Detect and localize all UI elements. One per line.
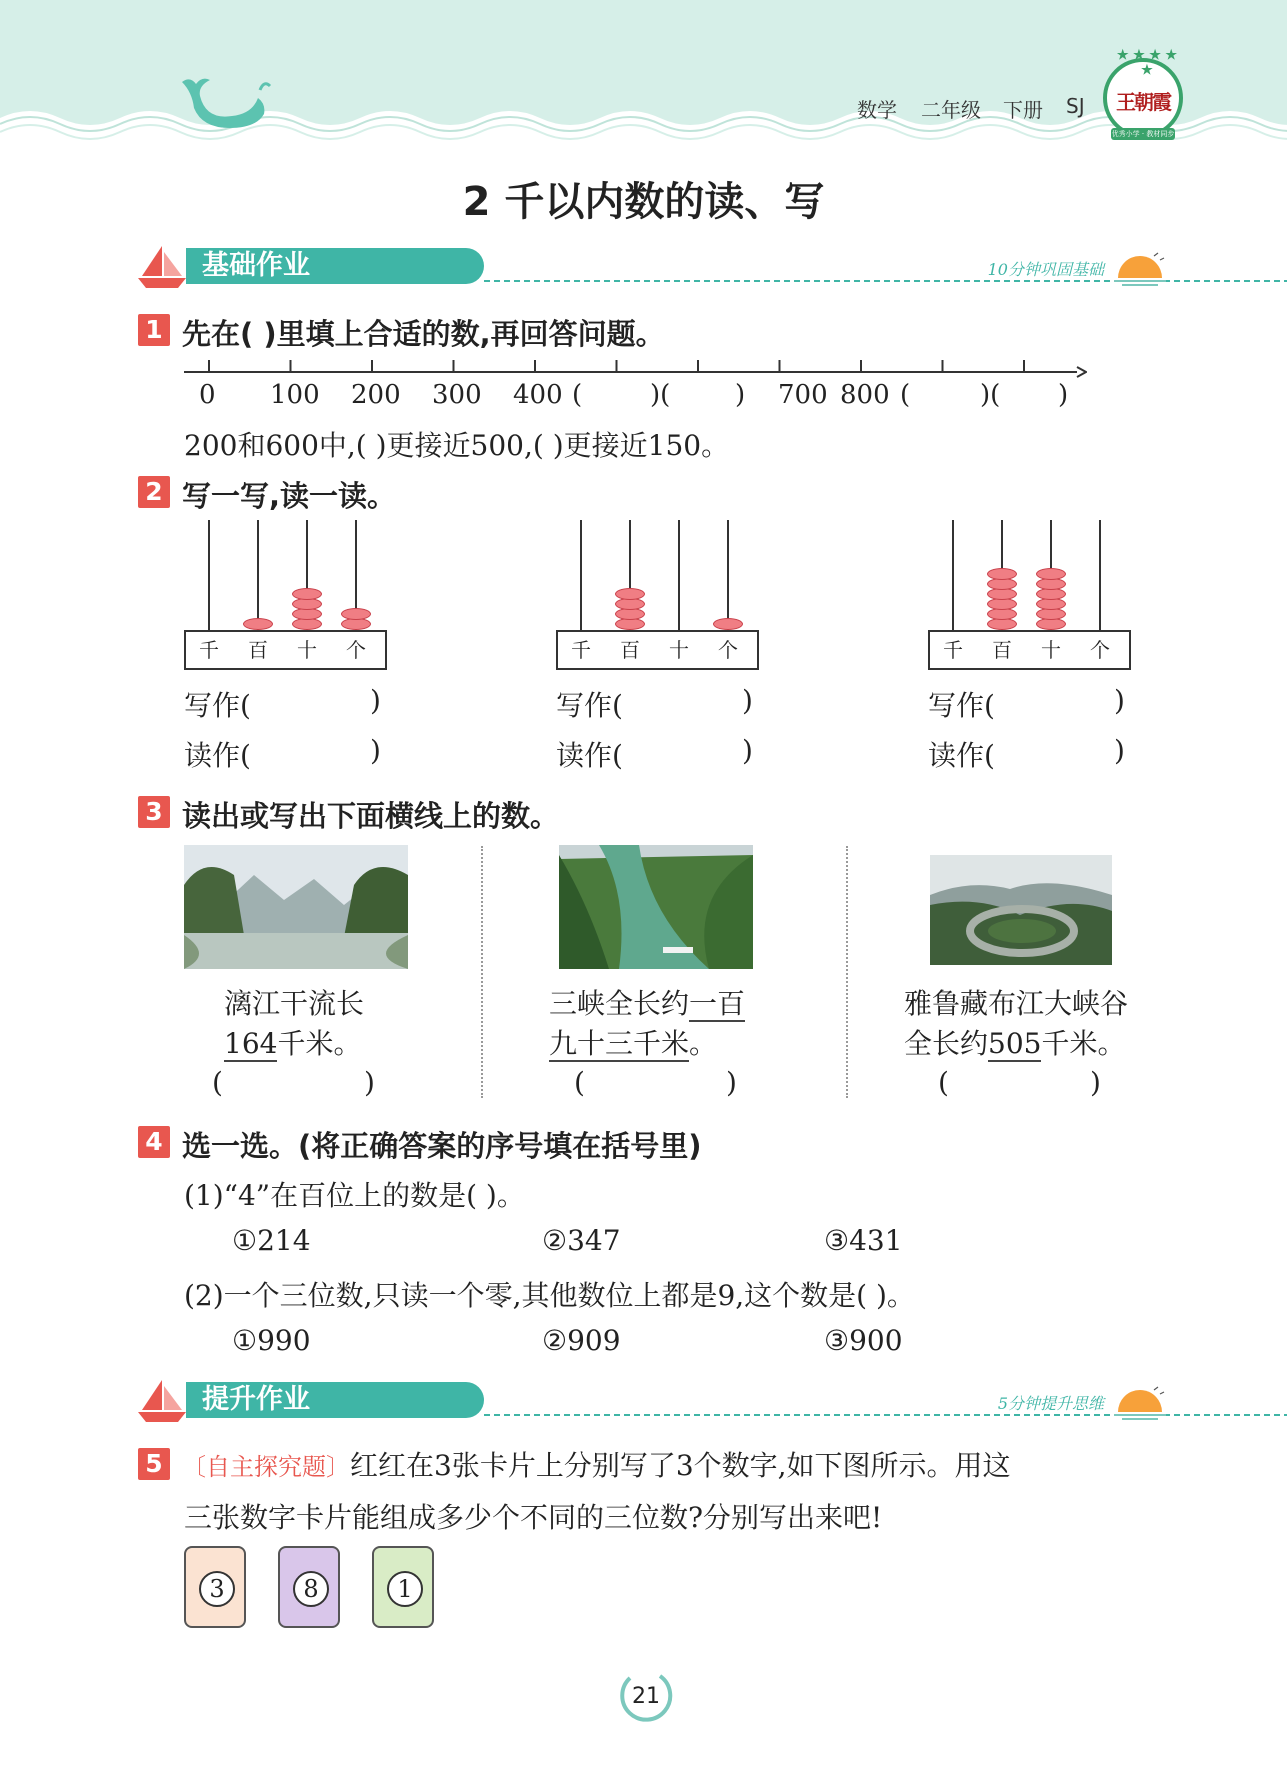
question-text: 读出或写出下面横线上的数。 (182, 799, 560, 833)
abacus-rod (257, 520, 259, 630)
card-digit: 3 (199, 1571, 235, 1607)
abacus-bead (341, 608, 371, 620)
place-label: 十 (297, 638, 317, 662)
place-label: 个 (346, 638, 366, 662)
unit-text: 千米。 (1041, 1027, 1126, 1060)
card-digit: 8 (293, 1571, 329, 1607)
sunset-icon (1110, 1384, 1172, 1420)
question-tag: 〔自主探究题〕 (182, 1453, 350, 1481)
abacus-bead (713, 618, 743, 630)
q5-line1 (182, 1444, 1011, 1484)
question-text: 红红在3张卡片上分别写了3个数字,如下图所示。用这 (350, 1449, 1011, 1482)
li-river-photo (184, 845, 408, 969)
underlined-number: 九十三千米 (549, 1027, 690, 1060)
abacus-bead (243, 618, 273, 630)
underlined-number: 一百 (689, 987, 746, 1020)
q4-sub1-option1: ①214 (232, 1224, 311, 1257)
card-digit: 1 (387, 1571, 423, 1607)
answer-paren-open: ( (574, 1066, 585, 1099)
page-number (616, 1668, 676, 1728)
q4-sub1-option2: ②347 (542, 1224, 621, 1257)
number-line-label: 0 (199, 380, 216, 410)
q3-item2-line2 (549, 1022, 717, 1062)
number-line-label: 700 (778, 380, 828, 410)
place-label: 千 (571, 638, 591, 662)
abacus-rod (727, 520, 729, 630)
section-label: 基础作业 (186, 248, 484, 284)
q4-sub1: (1)“4”在百位上的数是( )。 (184, 1179, 525, 1212)
q4-sub2-option1: ①990 (232, 1324, 311, 1357)
q4-sub2-option3: ③900 (824, 1324, 903, 1357)
section-label: 提升作业 (186, 1382, 484, 1418)
number-line-label: )( (650, 380, 671, 410)
logo-ribbon: 优秀小学 · 教材同步 (1111, 130, 1175, 138)
yarlung-canyon-photo (930, 855, 1112, 965)
stars-icon: ★ ★ ★ ★ ★ (1116, 48, 1178, 78)
number-line-label: 200 (351, 380, 401, 410)
question-text: 先在( )里填上合适的数,再回答问题。 (182, 317, 665, 351)
question-text: 写一写,读一读。 (182, 479, 397, 513)
read-label: 读作( (184, 739, 251, 772)
place-label: 十 (669, 638, 689, 662)
brand-logo (1103, 48, 1183, 138)
section-note: 10分钟巩固基础 (987, 260, 1104, 279)
sailboat-icon (136, 1378, 192, 1424)
section-banner-basic (136, 244, 1176, 290)
write-label-close: ) (370, 684, 381, 717)
q5-line2: 三张数字卡片能组成多少个不同的三位数?分别写出来吧! (184, 1501, 883, 1534)
whale-icon (176, 74, 276, 134)
abacus-rod (580, 520, 582, 630)
question-number: 5 (138, 1448, 170, 1480)
read-label: 读作( (928, 739, 995, 772)
place-label: 个 (718, 638, 738, 662)
answer-paren-close: ) (1090, 1066, 1101, 1099)
digit-card (278, 1546, 340, 1628)
abacus-rod (1099, 520, 1101, 630)
page-title: 2 千以内数的读、写 (462, 179, 825, 225)
q4-sub1-option3: ③431 (824, 1224, 903, 1257)
number-line-label: ( (572, 380, 583, 410)
q4-sub2: (2)一个三位数,只读一个零,其他数位上都是9,这个数是( )。 (184, 1279, 915, 1312)
answer-paren-close: ) (364, 1066, 375, 1099)
write-label-close: ) (742, 684, 753, 717)
item-text: 全长约 (904, 1027, 989, 1060)
question-text: 选一选。(将正确答案的序号填在括号里) (182, 1129, 702, 1163)
unit-text: 。 (689, 1027, 718, 1060)
write-label: 写作( (928, 689, 995, 722)
abacus-rod (208, 520, 210, 630)
unit-text: 千米。 (277, 1027, 362, 1060)
three-gorges-photo (559, 845, 753, 969)
abacus-bead (615, 588, 645, 600)
number-line-label: ) (735, 380, 746, 410)
question-number: 3 (138, 796, 170, 828)
read-label-close: ) (370, 734, 381, 767)
item-text: 三峡全长约 (549, 987, 690, 1020)
q3-item3-line1: 雅鲁藏布江大峡谷 (904, 987, 1129, 1020)
place-label: 百 (248, 638, 268, 662)
grade-label: 二年级 (921, 98, 981, 122)
page-header (0, 0, 1287, 150)
abacus-rod (952, 520, 954, 630)
divider (846, 846, 848, 1098)
q3-item3-line2 (904, 1022, 1125, 1062)
section-note: 5分钟提升思维 (997, 1394, 1104, 1413)
digit-card (184, 1546, 246, 1628)
question-number: 4 (138, 1126, 170, 1158)
abacus-rod (678, 520, 680, 630)
place-label: 十 (1041, 638, 1061, 662)
read-label-close: ) (1114, 734, 1125, 767)
number-line-label: ) (1058, 380, 1069, 410)
abacus-bead (1036, 568, 1066, 580)
place-label: 百 (992, 638, 1012, 662)
q3-item2-line1 (549, 982, 745, 1022)
divider (481, 846, 483, 1098)
number-line-label: 300 (432, 380, 482, 410)
number-line-label: 400 (513, 380, 563, 410)
abacus (184, 520, 389, 680)
sailboat-icon (136, 244, 192, 290)
subject-label: 数学 (857, 98, 897, 122)
q3-item1-line1: 漓江干流长 (224, 987, 365, 1020)
edition-label: SJ (1066, 94, 1085, 118)
sunset-icon (1110, 250, 1172, 286)
digit-card (372, 1546, 434, 1628)
page-number-text: 21 (632, 1684, 660, 1709)
write-label: 写作( (184, 689, 251, 722)
abacus (556, 520, 761, 680)
abacus (928, 520, 1133, 680)
place-label: 个 (1090, 638, 1110, 662)
place-label: 千 (199, 638, 219, 662)
logo-text: 王朝霞 (1116, 90, 1170, 114)
place-label: 千 (943, 638, 963, 662)
write-label: 写作( (556, 689, 623, 722)
read-label: 读作( (556, 739, 623, 772)
underlined-number: 505 (988, 1027, 1042, 1060)
place-label: 百 (620, 638, 640, 662)
question-number: 2 (138, 476, 170, 508)
question-number: 1 (138, 314, 170, 346)
number-line-label: ( (900, 380, 911, 410)
read-label-close: ) (742, 734, 753, 767)
q1-comparison: 200和600中,( )更接近500,( )更接近150。 (184, 429, 730, 462)
q4-sub2-option2: ②909 (542, 1324, 621, 1357)
underlined-number: 164 (224, 1027, 278, 1060)
answer-paren-close: ) (726, 1066, 737, 1099)
section-banner-advanced (136, 1378, 1176, 1424)
number-line-label: 800 (840, 380, 890, 410)
abacus-bead (987, 568, 1017, 580)
answer-paren-open: ( (212, 1066, 223, 1099)
number-line-label: 100 (270, 380, 320, 410)
number-line-label: )( (980, 380, 1001, 410)
answer-paren-open: ( (938, 1066, 949, 1099)
write-label-close: ) (1114, 684, 1125, 717)
number-line (182, 352, 1087, 382)
abacus-bead (292, 588, 322, 600)
q3-item1-line2 (224, 1022, 361, 1062)
volume-label: 下册 (1003, 98, 1043, 122)
